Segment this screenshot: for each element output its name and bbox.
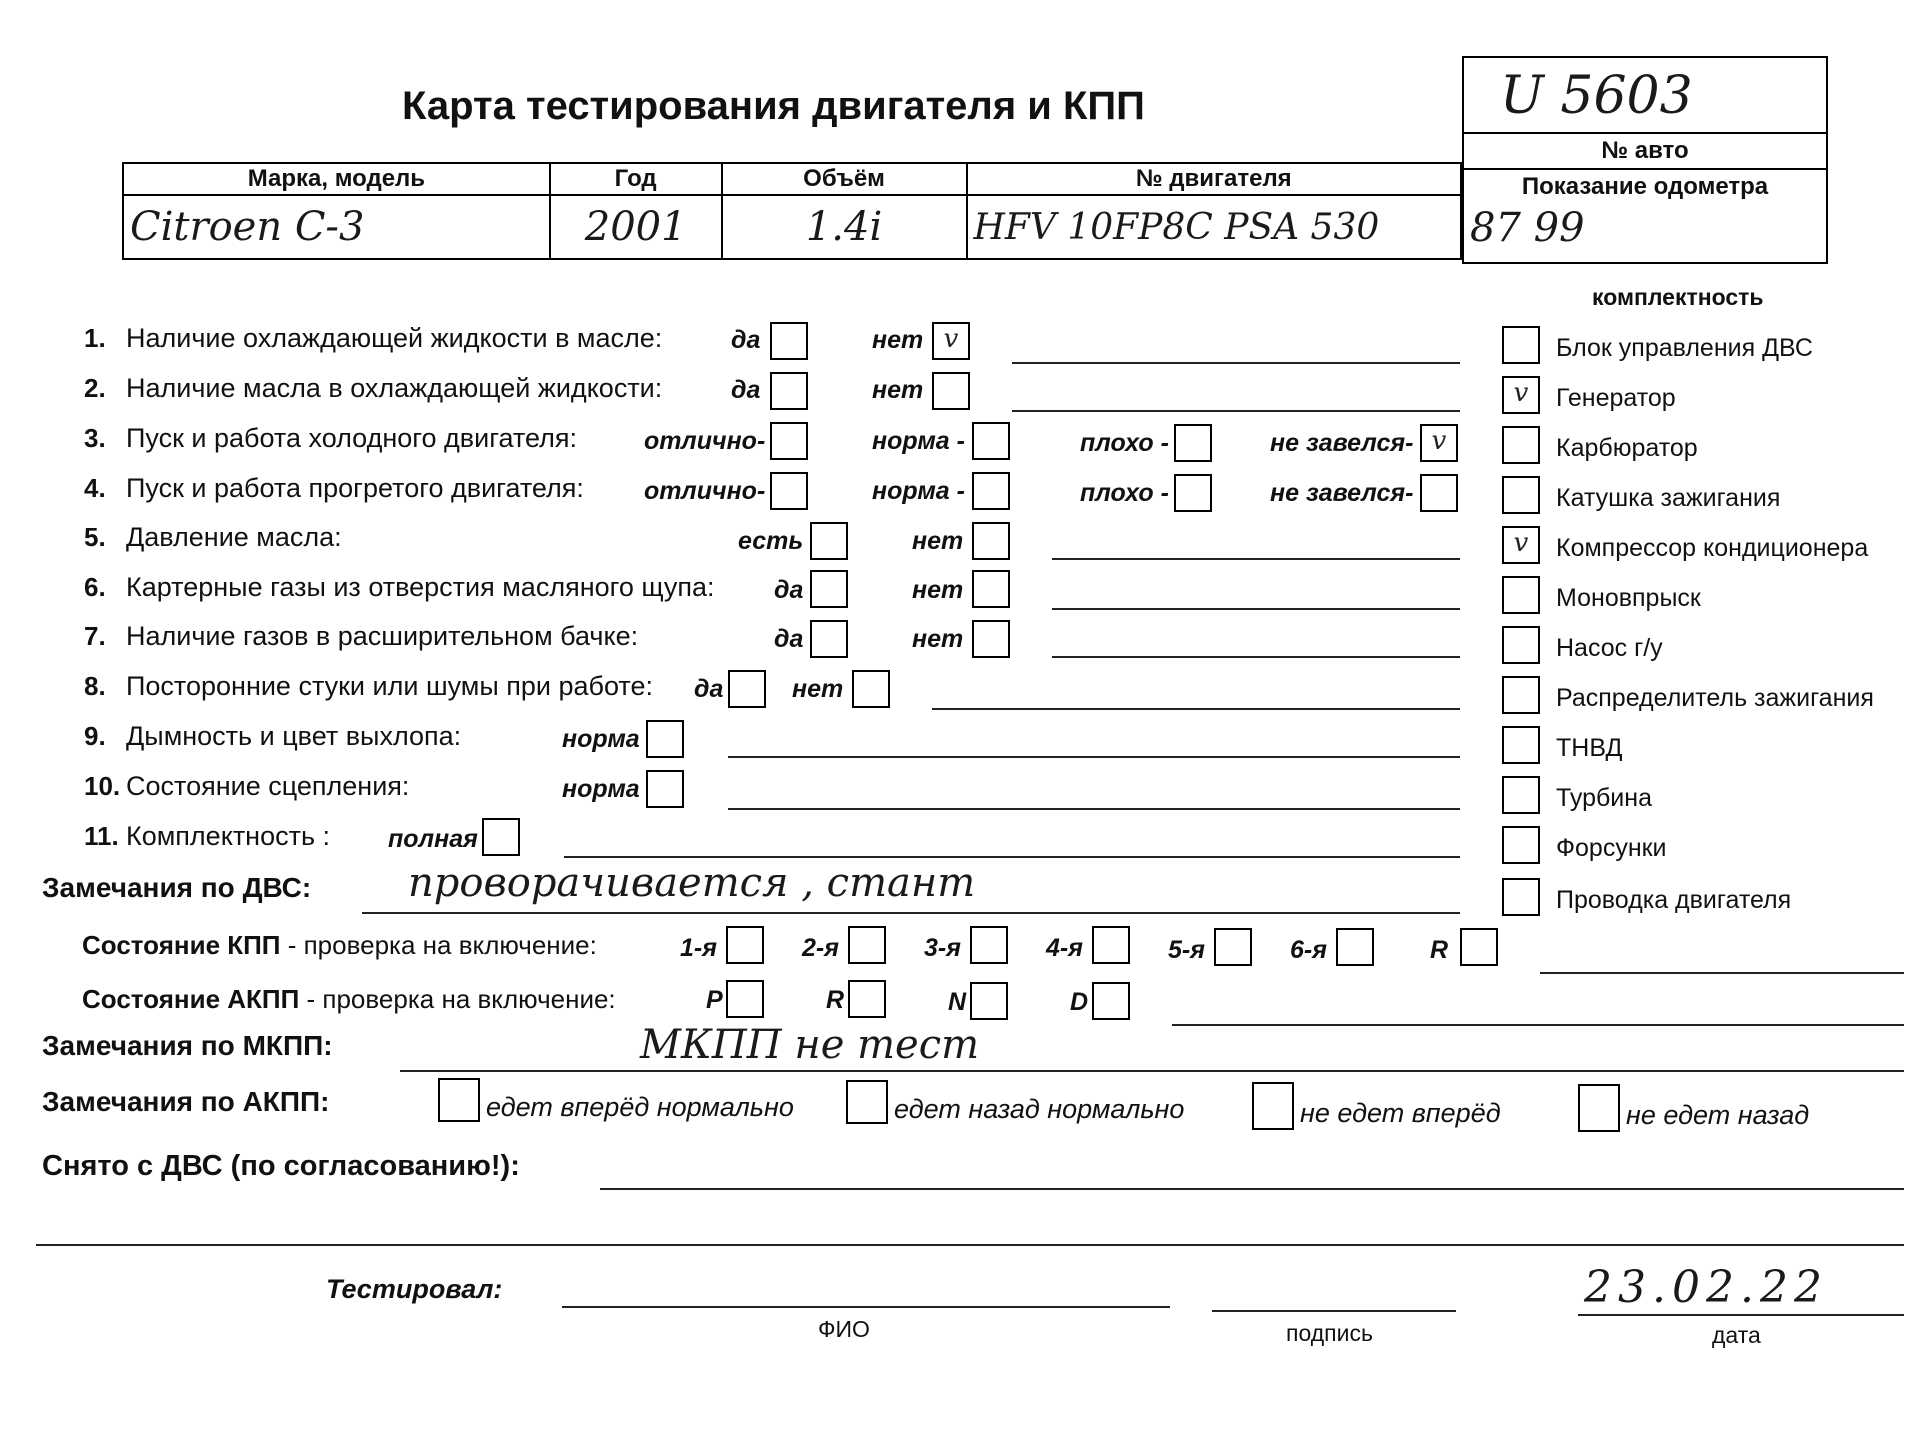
question-number: 9. [84,721,106,751]
akpp-n-checkbox[interactable] [970,982,1008,1020]
answer-line [932,708,1460,710]
question-number: 4. [84,473,106,503]
avto-number-label: № авто [1601,137,1689,164]
vehicle-info-table [122,162,1462,260]
fio-caption: ФИО [818,1316,870,1342]
question-3-text: Пуск и работа холодного двигателя: [126,423,577,453]
question-6-text: Картерные газы из отверстия масляного щупа: [126,572,715,602]
akpp-label-rest: - проверка на включение: [299,984,616,1014]
remarks-akpp-label: Замечания по АКПП: [42,1086,330,1117]
question-7-text: Наличие газов в расширительном бачке: [126,621,639,651]
option-label-otlichno: отлично- [644,427,766,455]
q8-da-checkbox[interactable] [728,670,766,708]
fio-line[interactable] [562,1306,1170,1308]
komp-label: Форсунки [1556,834,1667,862]
q2-net-checkbox[interactable] [932,372,970,410]
answer-line [1540,972,1904,974]
answer-line [728,756,1460,758]
gear-label: 1-я [680,934,717,962]
answer-line [36,1244,1904,1246]
akpp-forward-ok-checkbox[interactable] [438,1078,480,1122]
q5-net-checkbox[interactable] [972,522,1010,560]
akpp-backward-ok-checkbox[interactable] [846,1080,888,1124]
option-label-norma: норма [562,775,640,803]
gear-4-checkbox[interactable] [1092,926,1130,964]
question-number: 2. [84,373,106,403]
model-value[interactable]: Citroen C-3 [123,195,550,259]
q7-net-checkbox[interactable] [972,620,1010,658]
akpp-no-backward-checkbox[interactable] [1578,1084,1620,1132]
gear-3-checkbox[interactable] [970,926,1008,964]
q4-otlichno-checkbox[interactable] [770,472,808,510]
q3-ploho-checkbox[interactable] [1174,424,1212,462]
gear-5-checkbox[interactable] [1214,928,1252,966]
form-title: Карта тестирования двигателя и КПП [402,84,1145,128]
gear-label: 4-я [1046,934,1083,962]
table-header-row [123,163,1461,195]
komp-checkbox[interactable] [1502,878,1540,916]
komp-checkbox[interactable] [1502,576,1540,614]
option-label-net: нет [872,326,924,354]
komp-label: ТНВД [1556,734,1623,762]
komplektnost-header: комплектность [1592,284,1764,310]
komp-checkbox[interactable] [1502,726,1540,764]
q5-est-checkbox[interactable] [810,522,848,560]
akpp-mode-label: N [948,988,967,1016]
akpp-label-bold: Состояние АКПП [82,984,300,1014]
option-label-da: да [694,675,724,703]
akpp-option-label: едет вперёд нормально [486,1092,794,1122]
odometer-label: Показание одометра [1521,173,1769,200]
option-label-otlichno: отлично- [644,477,766,505]
komp-checkbox[interactable] [1502,326,1540,364]
gear-label: 5-я [1168,936,1205,964]
kpp-label-bold: Состояние КПП [82,930,281,960]
question-number: 3. [84,423,106,453]
year-value[interactable]: 2001 [550,195,722,259]
option-label-da: да [731,376,761,404]
answer-line [1172,1024,1904,1026]
date-line[interactable] [1578,1314,1904,1316]
option-label-net: нет [912,527,964,555]
answer-line [564,856,1460,858]
option-label-da: да [731,326,761,354]
q3-ne-zavelsya-checkbox[interactable]: v [1420,424,1458,462]
q3-otlichno-checkbox[interactable] [770,422,808,460]
option-label-ne-zavelsya: не завелся- [1270,479,1414,507]
question-number: 1. [84,323,106,353]
komp-checkbox[interactable] [1502,776,1540,814]
q11-polnaya-checkbox[interactable] [482,818,520,856]
column-header-engine-number: № двигателя [967,163,1461,195]
answer-line [1052,608,1460,610]
date-handwritten[interactable]: 23.02.22 [1584,1262,1828,1313]
gear-2-checkbox[interactable] [848,926,886,964]
option-label-da: да [774,576,804,604]
akpp-option-label: едет назад нормально [894,1094,1185,1124]
q4-ne-zavelsya-checkbox[interactable] [1420,474,1458,512]
option-label-net: нет [792,675,844,703]
q4-norma-checkbox[interactable] [972,472,1010,510]
odometer-value[interactable]: 87 99 [1470,205,1585,251]
komp-checkbox[interactable] [1502,676,1540,714]
q8-net-checkbox[interactable] [852,670,890,708]
answer-line [600,1188,1904,1190]
q6-da-checkbox[interactable] [810,570,848,608]
akpp-check-label [82,984,616,1015]
column-header-year: Год [550,163,722,195]
answer-line [362,912,1460,914]
q9-norma-checkbox[interactable] [646,720,684,758]
removed-label: Снято с ДВС (по согласованию!): [42,1150,520,1182]
option-label-da: да [774,625,804,653]
gear-1-checkbox[interactable] [726,926,764,964]
answer-line [1012,362,1460,364]
question-number: 5. [84,522,106,552]
komp-checkbox[interactable] [1502,476,1540,514]
remarks-mkpp-label: Замечания по МКПП: [42,1030,333,1061]
q1-da-checkbox[interactable] [770,322,808,360]
question-number: 6. [84,572,106,602]
question-8-text: Посторонние стуки или шумы при работе: [126,671,653,701]
komp-label: Карбюратор [1556,434,1698,462]
tested-by-label: Тестировал: [326,1274,503,1304]
question-4-text: Пуск и работа прогретого двигателя: [126,473,584,503]
komp-checkbox[interactable] [1502,626,1540,664]
komp-label: Блок управления ДВС [1556,334,1813,362]
column-header-volume: Объём [722,163,967,195]
gear-label: 3-я [924,934,961,962]
question-5-text: Давление масла: [126,522,342,552]
option-label-net: нет [872,376,924,404]
remarks-dvs-handwritten[interactable]: проворачивается , стант [408,860,976,906]
option-label-norma: норма - [872,427,965,455]
engine-number-value[interactable]: HFV 10FP8C PSA 530 [967,195,1461,259]
komp-label: Насос г/у [1556,634,1663,662]
option-label-ploho: плохо - [1080,479,1169,507]
question-1-text: Наличие охлаждающей жидкости в масле: [126,323,663,353]
question-10-text: Состояние сцепления: [126,771,410,801]
gear-label: R [1430,936,1449,964]
q10-norma-checkbox[interactable] [646,770,684,808]
signature-line[interactable] [1212,1310,1456,1312]
akpp-mode-label: R [826,986,845,1014]
komp-checkbox[interactable] [1502,426,1540,464]
option-label-polnaya: полная [388,825,478,853]
q3-norma-checkbox[interactable] [972,422,1010,460]
answer-line [728,808,1460,810]
question-11-text: Комплектность : [126,821,331,851]
akpp-option-label: не едет вперёд [1300,1098,1501,1128]
akpp-no-forward-checkbox[interactable] [1252,1082,1294,1130]
option-label-ploho: плохо - [1080,429,1169,457]
komp-label: Турбина [1556,784,1652,812]
q6-net-checkbox[interactable] [972,570,1010,608]
question-number: 8. [84,671,106,701]
volume-value[interactable]: 1.4i [722,195,967,259]
komp-label: Распределитель зажигания [1556,684,1874,712]
option-label-ne-zavelsya: не завелся- [1270,429,1414,457]
akpp-p-checkbox[interactable] [726,980,764,1018]
answer-line [1052,656,1460,658]
divider [1462,132,1828,134]
komp-label: Компрессор кондиционера [1556,534,1869,562]
komp-label: Моновпрыск [1556,584,1701,612]
option-label-est: есть [738,527,804,555]
gear-label: 2-я [802,934,839,962]
option-label-norma: норма [562,725,640,753]
komp-checkbox[interactable] [1502,826,1540,864]
date-caption: дата [1712,1322,1761,1348]
remarks-dvs-label: Замечания по ДВС: [42,872,312,903]
kpp-check-label [82,930,597,961]
q4-ploho-checkbox[interactable] [1174,474,1212,512]
gear-r-checkbox[interactable] [1460,928,1498,966]
akpp-mode-label: D [1070,988,1089,1016]
kpp-label-rest: - проверка на включение: [280,930,597,960]
komp-label: Проводка двигателя [1556,886,1792,914]
remarks-mkpp-handwritten[interactable]: МКПП не тест [640,1022,980,1068]
q2-da-checkbox[interactable] [770,372,808,410]
question-number: 7. [84,621,106,651]
signature-caption: подпись [1286,1320,1373,1346]
option-label-net: нет [912,625,964,653]
option-label-net: нет [912,576,964,604]
q1-net-checkbox[interactable]: v [932,322,970,360]
q7-da-checkbox[interactable] [810,620,848,658]
divider [1462,168,1828,170]
gear-6-checkbox[interactable] [1336,928,1374,966]
gear-label: 6-я [1290,936,1327,964]
question-number: 11. [84,821,119,851]
komp-label: Генератор [1556,384,1676,412]
akpp-r-checkbox[interactable] [848,980,886,1018]
akpp-option-label: не едет назад [1626,1100,1810,1130]
answer-line [1012,410,1460,412]
akpp-mode-label: P [706,986,723,1014]
komp-label: Катушка зажигания [1556,484,1781,512]
komp-checkbox[interactable]: v [1502,526,1540,564]
akpp-d-checkbox[interactable] [1092,982,1130,1020]
question-9-text: Дымность и цвет выхлопа: [126,721,462,751]
option-label-norma: норма - [872,477,965,505]
answer-line [1052,558,1460,560]
komp-checkbox[interactable]: v [1502,376,1540,414]
table-row [123,195,1461,259]
avto-number-handwritten[interactable]: U 5603 [1500,66,1693,126]
column-header-model: Марка, модель [123,163,550,195]
question-number: 10. [84,771,121,801]
question-2-text: Наличие масла в охлаждающей жидкости: [126,373,663,403]
answer-line [400,1070,1904,1072]
